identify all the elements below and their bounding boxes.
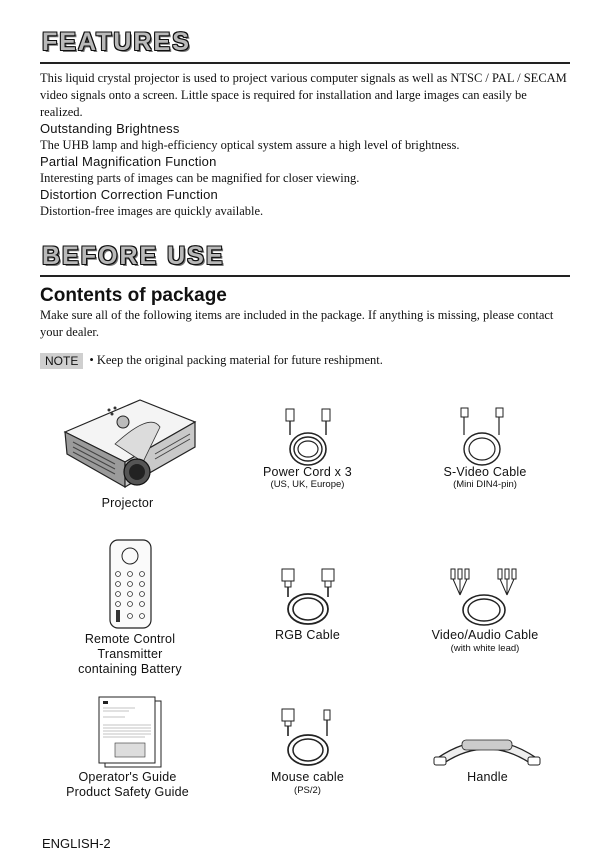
video-audio-cable-illustration xyxy=(448,565,523,630)
features-intro: This liquid crystal projector is used to project various computer signals as well as NTSC / PAL / SECAM video signals onto a screen. Little space is required for installation and large images can easily be realized. xyxy=(40,71,567,119)
mouse-cable-sub: (PS/2) xyxy=(294,785,321,796)
video-audio-label: Video/Audio Cable xyxy=(431,628,539,642)
feature-title-magnification: Partial Magnification Function xyxy=(40,154,217,169)
mouse-cable-label: Mouse cable xyxy=(270,770,345,784)
remote-illustration xyxy=(108,538,153,630)
features-heading: FEATURES xyxy=(42,28,191,56)
feature-title-brightness: Outstanding Brightness xyxy=(40,121,180,136)
remote-label xyxy=(60,632,200,677)
before-use-heading: BEFORE USE xyxy=(42,242,225,270)
remote-label-line2: Transmitter xyxy=(97,647,163,661)
feature-text-magnification: Interesting parts of images can be magnified for closer viewing. xyxy=(40,171,360,185)
guides-label-line1: Operator's Guide xyxy=(78,770,177,784)
projector-label: Projector xyxy=(101,496,154,510)
feature-text-distortion: Distortion-free images are quickly available. xyxy=(40,204,264,218)
handle-label: Handle xyxy=(467,770,508,784)
remote-label-line3: containing Battery xyxy=(78,662,182,676)
features-body xyxy=(40,70,572,220)
guides-illustration xyxy=(95,695,165,770)
feature-title-distortion: Distortion Correction Function xyxy=(40,187,218,202)
contents-title: Contents of package xyxy=(40,285,227,306)
mouse-cable-illustration xyxy=(278,706,343,771)
contents-text: Make sure all of the following items are included in the package. If anything is missing, please contact your dealer. xyxy=(40,308,554,339)
svideo-sub: (Mini DIN4-pin) xyxy=(453,479,517,490)
remote-label-line1: Remote Control xyxy=(84,632,176,646)
note-row xyxy=(40,352,383,369)
projector-illustration xyxy=(55,392,200,492)
note-label: NOTE xyxy=(40,353,83,369)
power-cord-sub: (US, UK, Europe) xyxy=(270,479,345,490)
svideo-label: S-Video Cable xyxy=(443,465,527,479)
power-cord-label: Power Cord x 3 xyxy=(263,465,352,479)
guides-label xyxy=(45,770,210,800)
rgb-label: RGB Cable xyxy=(274,628,341,642)
before-use-rule xyxy=(40,275,570,277)
note-text: • Keep the original packing material for future reshipment. xyxy=(89,353,383,367)
feature-text-brightness: The UHB lamp and high-efficiency optical system assure a high level of brightness. xyxy=(40,138,460,152)
svideo-cable-illustration xyxy=(452,405,517,470)
video-audio-sub: (with white lead) xyxy=(450,643,520,654)
handle-illustration xyxy=(432,735,542,770)
power-cord-illustration xyxy=(278,405,343,470)
rgb-cable-illustration xyxy=(278,565,343,630)
page-number: ENGLISH-2 xyxy=(42,836,111,851)
guides-label-line2: Product Safety Guide xyxy=(66,785,189,799)
features-rule xyxy=(40,62,570,64)
